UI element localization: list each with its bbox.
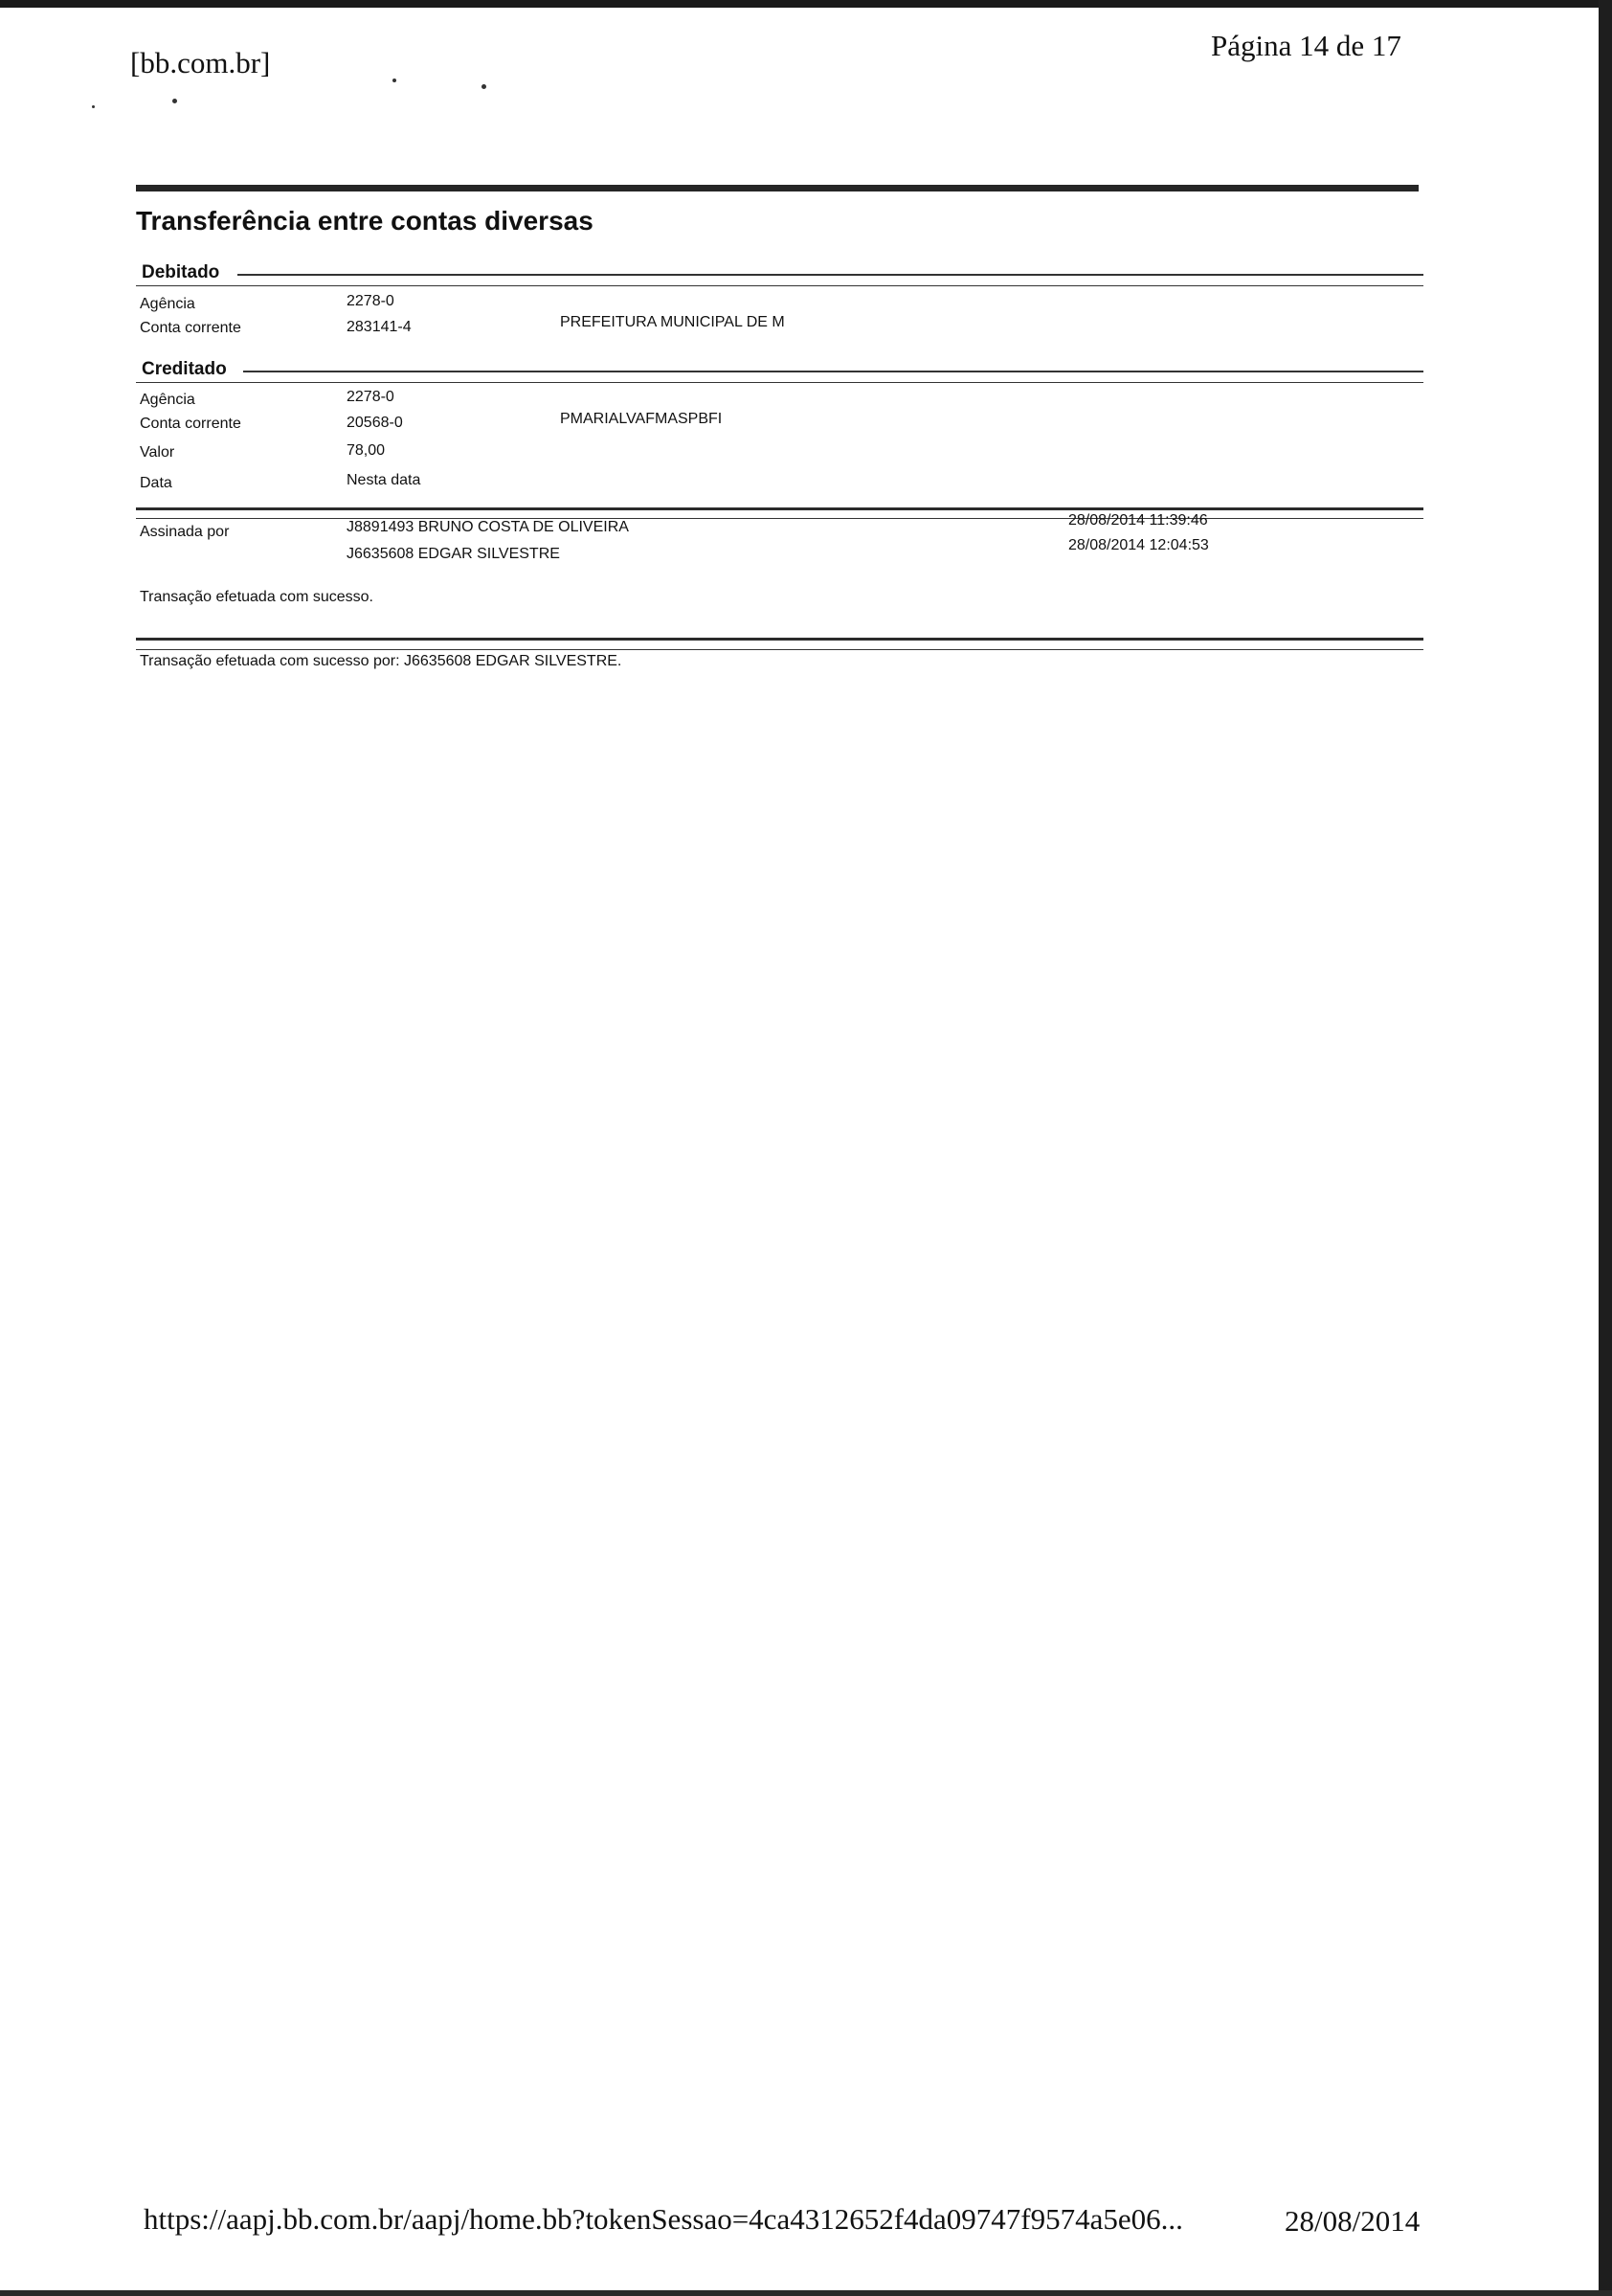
- signatures-rule: [136, 507, 1423, 510]
- data-label: Data: [140, 475, 172, 491]
- final-underline: [136, 649, 1423, 650]
- scan-speck: [392, 79, 396, 82]
- header-page-number: Página 14 de 17: [1211, 29, 1401, 62]
- debitado-titular: PREFEITURA MUNICIPAL DE M: [560, 314, 785, 330]
- debitado-agencia-value: 2278-0: [347, 293, 394, 309]
- scan-speck: [92, 105, 95, 108]
- creditado-underline: [136, 382, 1423, 383]
- scan-speck: [172, 99, 177, 103]
- scan-edge-bottom: [0, 2290, 1612, 2296]
- valor-label: Valor: [140, 444, 175, 461]
- creditado-agencia-label: Agência: [140, 392, 195, 408]
- debitado-heading: Debitado: [142, 262, 220, 282]
- debitado-rule: [237, 274, 1423, 276]
- scan-edge-top: [0, 0, 1612, 8]
- signer-name: J8891493 BRUNO COSTA DE OLIVEIRA: [347, 519, 629, 535]
- debitado-conta-value: 283141-4: [347, 319, 412, 335]
- signatures-underline: [136, 518, 1423, 519]
- final-rule: [136, 638, 1423, 641]
- signer-datetime: 28/08/2014 11:39:46: [1068, 512, 1208, 529]
- transaction-status: Transação efetuada com sucesso.: [140, 589, 373, 605]
- creditado-agencia-value: 2278-0: [347, 389, 394, 405]
- creditado-titular: PMARIALVAFMASPBFI: [560, 411, 723, 427]
- footer-url: https://aapj.bb.com.br/aapj/home.bb?tokenSessao=4ca43126​52f4da09747f9574a5e06...: [144, 2202, 1183, 2236]
- signer-datetime: 28/08/2014 12:04:53: [1068, 537, 1209, 553]
- signer-name: J6635608 EDGAR SILVESTRE: [347, 546, 560, 562]
- creditado-conta-value: 20568-0: [347, 415, 403, 431]
- debitado-underline: [136, 285, 1423, 286]
- debitado-conta-label: Conta corrente: [140, 320, 241, 336]
- header-site: [bb.com.br]: [130, 46, 271, 79]
- document-title: Transferência entre contas diversas: [136, 206, 593, 236]
- signed-by-label: Assinada por: [140, 524, 230, 540]
- debitado-agencia-label: Agência: [140, 296, 195, 312]
- data-value: Nesta data: [347, 472, 421, 488]
- scan-edge-right: [1599, 0, 1612, 2296]
- scan-speck: [481, 84, 486, 89]
- creditado-rule: [243, 371, 1423, 372]
- creditado-heading: Creditado: [142, 359, 227, 379]
- footer-date: 28/08/2014: [1285, 2204, 1421, 2238]
- creditado-conta-label: Conta corrente: [140, 416, 241, 432]
- final-transaction-status: Transação efetuada com sucesso por: J6635608 EDGAR SILVESTRE.: [140, 653, 622, 669]
- valor-value: 78,00: [347, 442, 386, 459]
- title-rule: [136, 185, 1419, 191]
